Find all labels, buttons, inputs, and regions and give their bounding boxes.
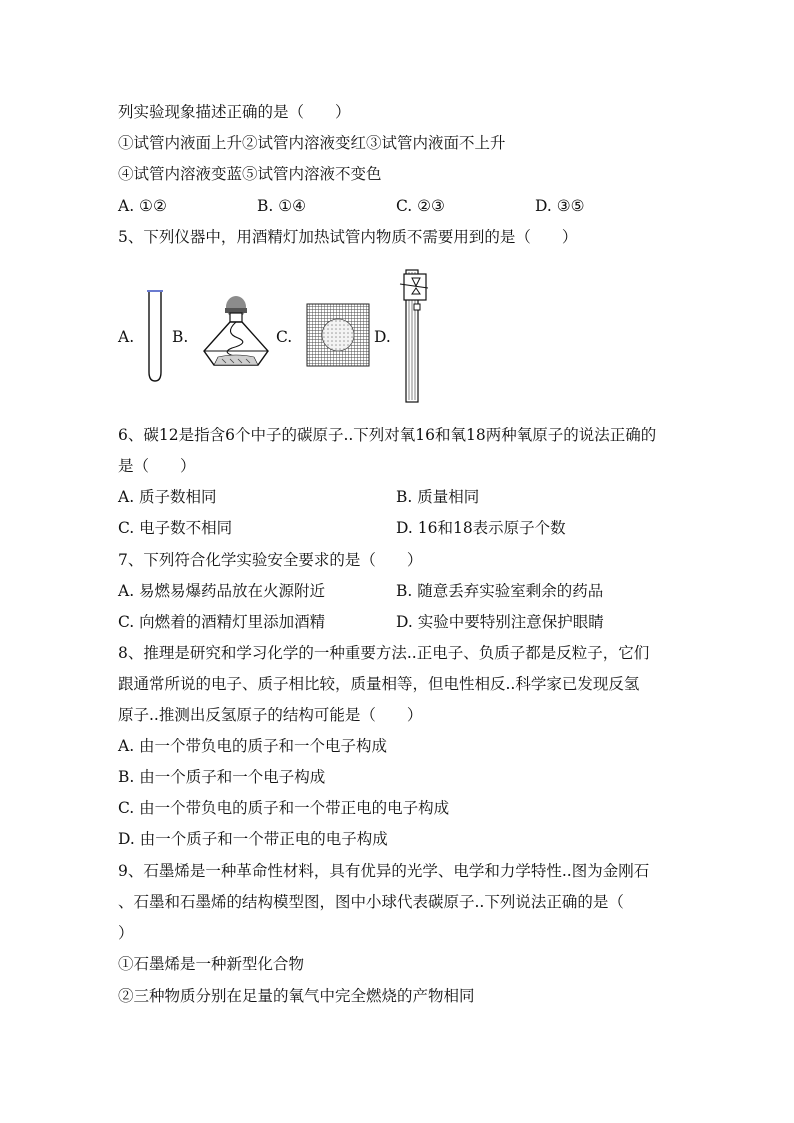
q4-option-d[interactable]: D. ③⑤ [535, 197, 585, 215]
q6-option-d[interactable]: D. 16和18表示原子个数 [396, 519, 566, 537]
q5-label-d[interactable]: D. [374, 328, 391, 346]
q6-stem-line2: 是（ ） [118, 457, 196, 475]
q7-option-b[interactable]: B. 随意丢弃实验室剩余的药品 [396, 582, 604, 600]
q7-stem: 7、下列符合化学实验安全要求的是（ ） [118, 551, 423, 569]
q4-observations-2: ④试管内溶液变蓝⑤试管内溶液不变色 [118, 165, 382, 183]
q6-option-b[interactable]: B. 质量相同 [396, 488, 480, 506]
q9-stem-line1: 9、石墨烯是一种革命性材料，具有优异的光学、电学和力学特性..图为金刚石 [118, 862, 650, 880]
q9-statement-2: ②三种物质分别在足量的氧气中完全燃烧的产物相同 [118, 987, 475, 1005]
q8-stem-line3: 原子..推测出反氢原子的结构可能是（ ） [118, 706, 423, 724]
q8-option-d[interactable]: D. 由一个质子和一个带正电的电子构成 [118, 830, 388, 848]
q8-option-a[interactable]: A. 由一个带负电的质子和一个电子构成 [118, 737, 388, 755]
q5-label-a[interactable]: A. [118, 328, 135, 346]
q6-stem-line1: 6、碳12是指含6个中子的碳原子..下列对氧16和氧18两种氧原子的说法正确的 [118, 426, 657, 444]
q8-option-c[interactable]: C. 由一个带负电的质子和一个带正电的电子构成 [118, 799, 450, 817]
test-tube-icon [144, 288, 166, 384]
q8-stem-line2: 跟通常所说的电子、质子相比较，质量相等，但电性相反..科学家已发现反氢 [118, 675, 640, 693]
alcohol-lamp-icon [196, 293, 278, 375]
q5-label-c[interactable]: C. [276, 328, 293, 346]
q6-option-a[interactable]: A. 质子数相同 [118, 488, 217, 506]
test-tube-clamp-icon [396, 266, 432, 406]
q9-statement-1: ①石墨烯是一种新型化合物 [118, 955, 305, 973]
wire-gauze-icon [306, 303, 370, 367]
q5-stem: 5、下列仪器中，用酒精灯加热试管内物质不需要用到的是（ ） [118, 228, 578, 246]
q7-option-d[interactable]: D. 实验中要特别注意保护眼睛 [396, 613, 604, 631]
q4-option-c[interactable]: C. ②③ [396, 197, 445, 215]
q4-observations-1: ①试管内液面上升②试管内溶液变红③试管内液面不上升 [118, 134, 506, 152]
q7-option-c[interactable]: C. 向燃着的酒精灯里添加酒精 [118, 613, 326, 631]
q9-stem-line2: 、石墨和石墨烯的结构模型图，图中小球代表碳原子..下列说法正确的是（ [118, 893, 624, 911]
q8-option-b[interactable]: B. 由一个质子和一个电子构成 [118, 768, 326, 786]
q7-option-a[interactable]: A. 易燃易爆药品放在火源附近 [118, 582, 326, 600]
q4-stem: 列实验现象描述正确的是（ ） [118, 103, 351, 121]
q5-label-b[interactable]: B. [172, 328, 189, 346]
q9-stem-line3: ） [118, 924, 134, 942]
q4-option-a[interactable]: A. ①② [118, 197, 167, 215]
q4-option-b[interactable]: B. ①④ [257, 197, 307, 215]
q8-stem-line1: 8、推理是研究和学习化学的一种重要方法..正电子、负质子都是反粒子，它们 [118, 644, 650, 662]
q6-option-c[interactable]: C. 电子数不相同 [118, 519, 233, 537]
